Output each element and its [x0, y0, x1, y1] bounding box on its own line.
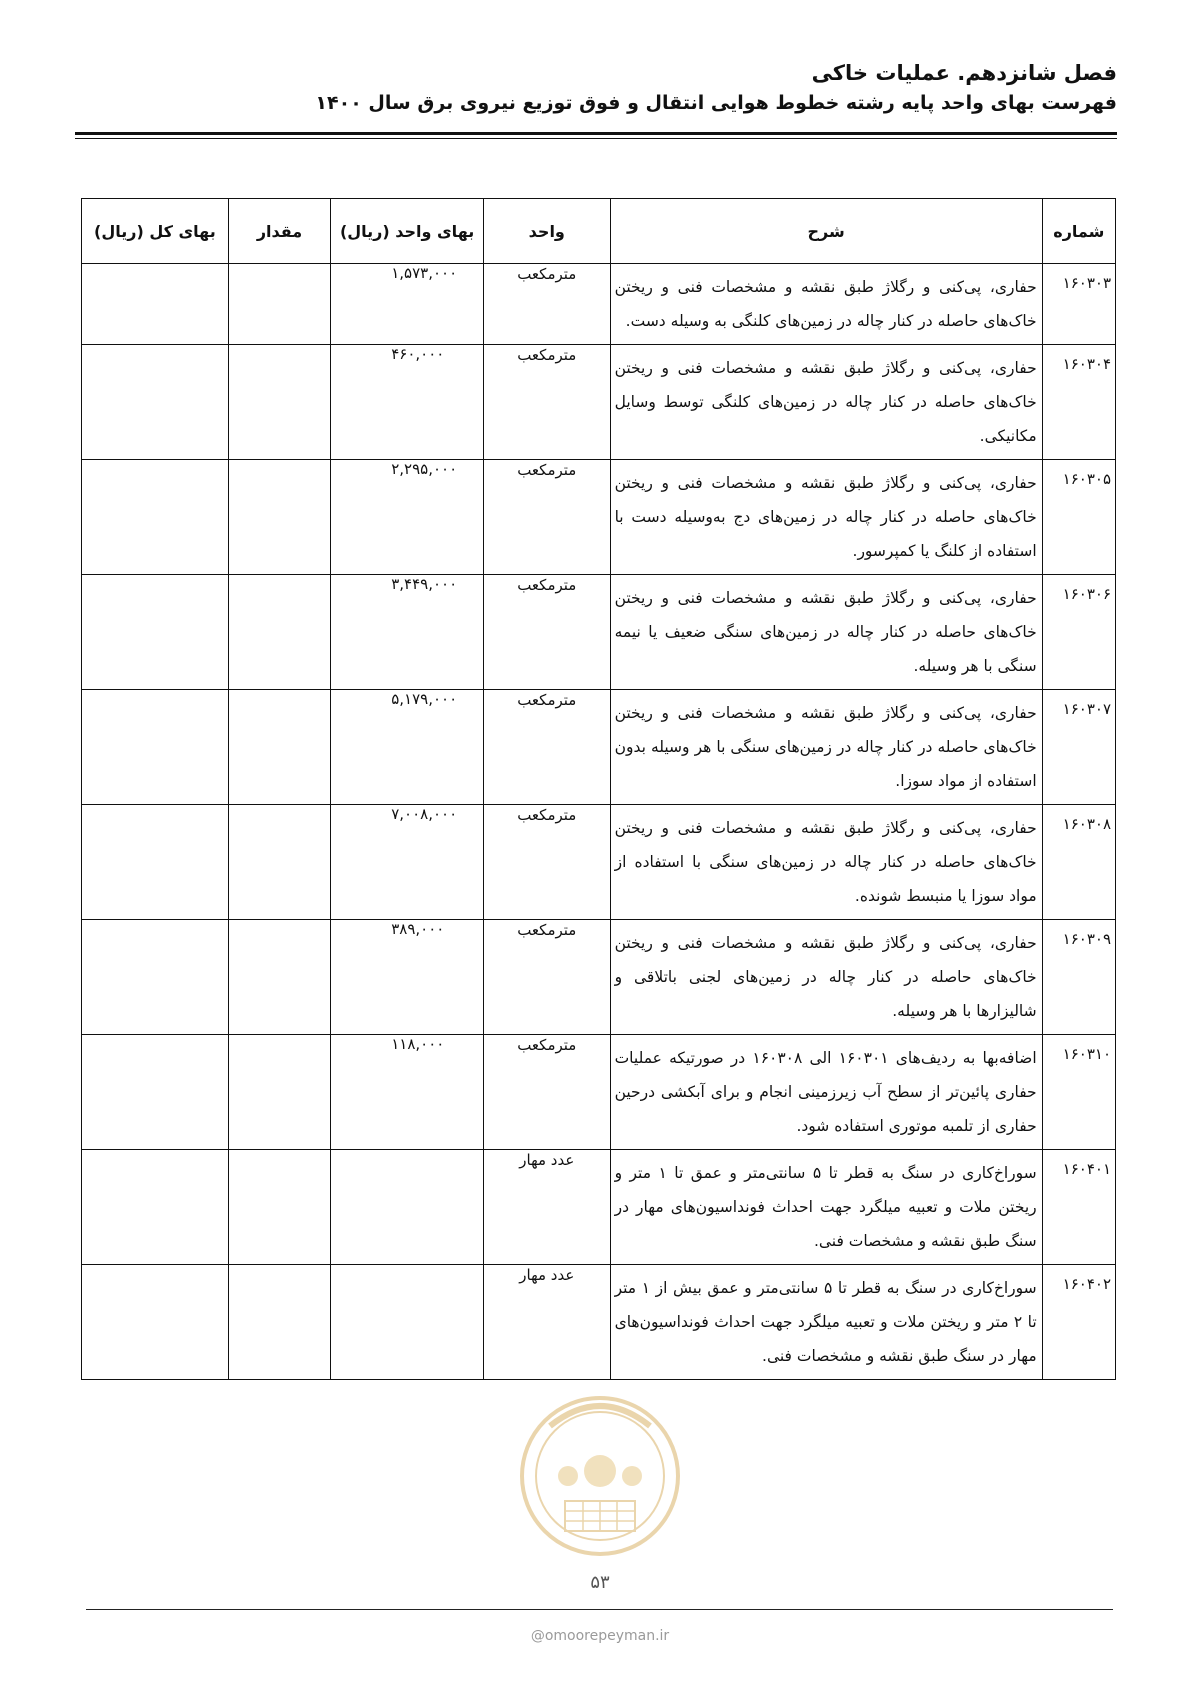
item-quantity[interactable]	[228, 690, 330, 805]
item-number: ۱۶۰۳۰۹	[1042, 920, 1115, 1035]
header-number: شماره	[1042, 199, 1115, 264]
item-unit-price	[331, 1150, 484, 1265]
item-unit: مترمکعب	[483, 264, 610, 345]
item-number: ۱۶۰۴۰۲	[1042, 1265, 1115, 1380]
document-subtitle: فهرست بهای واحد پایه رشته خطوط هوایی انتقال و فوق توزیع نیروی برق سال ۱۴۰۰	[315, 92, 1117, 114]
item-unit: مترمکعب	[483, 920, 610, 1035]
item-description: حفاری، پی‌کنی و رگلاژ طبق نقشه و مشخصات فنی و ریختن خاک‌های حاصله در کنار چاله در زمین‌های کلنگی به وسیله دست.	[610, 264, 1042, 345]
item-description: حفاری، پی‌کنی و رگلاژ طبق نقشه و مشخصات فنی و ریختن خاک‌های حاصله در کنار چاله در زمین‌های دج به‌وسیله دست با استفاده از کلنگ یا کمپرسور.	[610, 460, 1042, 575]
item-number: ۱۶۰۳۱۰	[1042, 1035, 1115, 1150]
item-number: ۱۶۰۳۰۴	[1042, 345, 1115, 460]
item-number: ۱۶۰۴۰۱	[1042, 1150, 1115, 1265]
item-number: ۱۶۰۳۰۳	[1042, 264, 1115, 345]
item-quantity[interactable]	[228, 264, 330, 345]
item-description: اضافه‌بها به ردیف‌های ۱۶۰۳۰۱ الی ۱۶۰۳۰۸ در صورتیکه عملیات حفاری پائین‌تر از سطح آب زیرزمینی انجام و برای آبکشی درحین حفاری از تلمبه موتوری استفاده شود.	[610, 1035, 1042, 1150]
item-unit-price	[331, 1265, 484, 1380]
table-row	[82, 1150, 1116, 1265]
item-total[interactable]	[82, 460, 229, 575]
item-total[interactable]	[82, 690, 229, 805]
item-description: سوراخ‌کاری در سنگ به قطر تا ۵ سانتی‌متر و عمق تا ۱ متر و ریختن ملات و تعبیه میلگرد جهت احداث فونداسیون‌های مهار در سنگ طبق نقشه و مشخصات فنی.	[610, 1150, 1042, 1265]
item-unit: عدد مهار	[483, 1265, 610, 1380]
table-row	[82, 264, 1116, 345]
item-unit-price: ۵,۱۷۹,۰۰۰	[331, 690, 484, 805]
table-row	[82, 1035, 1116, 1150]
header-quantity: مقدار	[228, 199, 330, 264]
table-row	[82, 575, 1116, 690]
item-total[interactable]	[82, 345, 229, 460]
table-row	[82, 1265, 1116, 1380]
table-header-row	[82, 199, 1116, 264]
item-quantity[interactable]	[228, 1150, 330, 1265]
item-unit: مترمکعب	[483, 690, 610, 805]
header-rule-thick	[75, 132, 1117, 135]
item-unit-price: ۳,۴۴۹,۰۰۰	[331, 575, 484, 690]
item-quantity[interactable]	[228, 1265, 330, 1380]
header-unit-price: بهای واحد (ریال)	[331, 199, 484, 264]
item-unit-price: ۷,۰۰۸,۰۰۰	[331, 805, 484, 920]
item-description: حفاری، پی‌کنی و رگلاژ طبق نقشه و مشخصات فنی و ریختن خاک‌های حاصله در کنار چاله در زمین‌های سنگی با هر وسیله بدون استفاده از مواد سوزا.	[610, 690, 1042, 805]
item-total[interactable]	[82, 1265, 229, 1380]
item-description: حفاری، پی‌کنی و رگلاژ طبق نقشه و مشخصات فنی و ریختن خاک‌های حاصله در کنار چاله در زمین‌های سنگی ضعیف یا نیمه سنگی با هر وسیله.	[610, 575, 1042, 690]
header-unit: واحد	[483, 199, 610, 264]
item-total[interactable]	[82, 264, 229, 345]
table-row	[82, 345, 1116, 460]
item-quantity[interactable]	[228, 460, 330, 575]
item-number: ۱۶۰۳۰۵	[1042, 460, 1115, 575]
item-unit: مترمکعب	[483, 345, 610, 460]
item-unit: مترمکعب	[483, 575, 610, 690]
item-description: حفاری، پی‌کنی و رگلاژ طبق نقشه و مشخصات فنی و ریختن خاک‌های حاصله در کنار چاله در زمین‌های سنگی با استفاده از مواد سوزا یا منبسط شونده.	[610, 805, 1042, 920]
item-number: ۱۶۰۳۰۸	[1042, 805, 1115, 920]
item-unit-price: ۴۶۰,۰۰۰	[331, 345, 484, 460]
item-number: ۱۶۰۳۰۷	[1042, 690, 1115, 805]
table-row	[82, 805, 1116, 920]
item-total[interactable]	[82, 1035, 229, 1150]
chapter-title: فصل شانزدهم. عملیات خاکی	[811, 61, 1117, 85]
watermark-url: @omoorepeyman.ir	[530, 1628, 670, 1644]
item-total[interactable]	[82, 920, 229, 1035]
watermark-seal-icon	[510, 1366, 690, 1566]
page-header	[75, 58, 1117, 118]
item-unit-price: ۳۸۹,۰۰۰	[331, 920, 484, 1035]
item-description: حفاری، پی‌کنی و رگلاژ طبق نقشه و مشخصات فنی و ریختن خاک‌های حاصله در کنار چاله در زمین‌های لجنی باتلاقی و شالیزارها با هر وسیله.	[610, 920, 1042, 1035]
item-unit-price: ۱,۵۷۳,۰۰۰	[331, 264, 484, 345]
item-unit-price: ۱۱۸,۰۰۰	[331, 1035, 484, 1150]
header-rule-thin	[75, 138, 1117, 139]
table-row	[82, 920, 1116, 1035]
item-quantity[interactable]	[228, 805, 330, 920]
item-unit-price: ۲,۲۹۵,۰۰۰	[331, 460, 484, 575]
item-number: ۱۶۰۳۰۶	[1042, 575, 1115, 690]
table-row	[82, 460, 1116, 575]
item-quantity[interactable]	[228, 920, 330, 1035]
item-quantity[interactable]	[228, 575, 330, 690]
table-row	[82, 690, 1116, 805]
item-quantity[interactable]	[228, 345, 330, 460]
item-unit: مترمکعب	[483, 1035, 610, 1150]
header-description: شرح	[610, 199, 1042, 264]
item-total[interactable]	[82, 1150, 229, 1265]
item-quantity[interactable]	[228, 1035, 330, 1150]
item-unit: عدد مهار	[483, 1150, 610, 1265]
page-number: ۵۳	[590, 1572, 610, 1593]
item-total[interactable]	[82, 805, 229, 920]
item-unit: مترمکعب	[483, 805, 610, 920]
item-total[interactable]	[82, 575, 229, 690]
header-total-price: بهای کل (ریال)	[82, 199, 229, 264]
price-table	[81, 198, 1116, 1380]
footer-rule	[86, 1609, 1113, 1610]
item-description: حفاری، پی‌کنی و رگلاژ طبق نقشه و مشخصات فنی و ریختن خاک‌های حاصله در کنار چاله در زمین‌های کلنگی توسط وسایل مکانیکی.	[610, 345, 1042, 460]
item-description: سوراخ‌کاری در سنگ به قطر تا ۵ سانتی‌متر و عمق بیش از ۱ متر تا ۲ متر و ریختن ملات و تعبیه میلگرد جهت احداث فونداسیون‌های مهار در سنگ طبق نقشه و مشخصات فنی.	[610, 1265, 1042, 1380]
item-unit: مترمکعب	[483, 460, 610, 575]
